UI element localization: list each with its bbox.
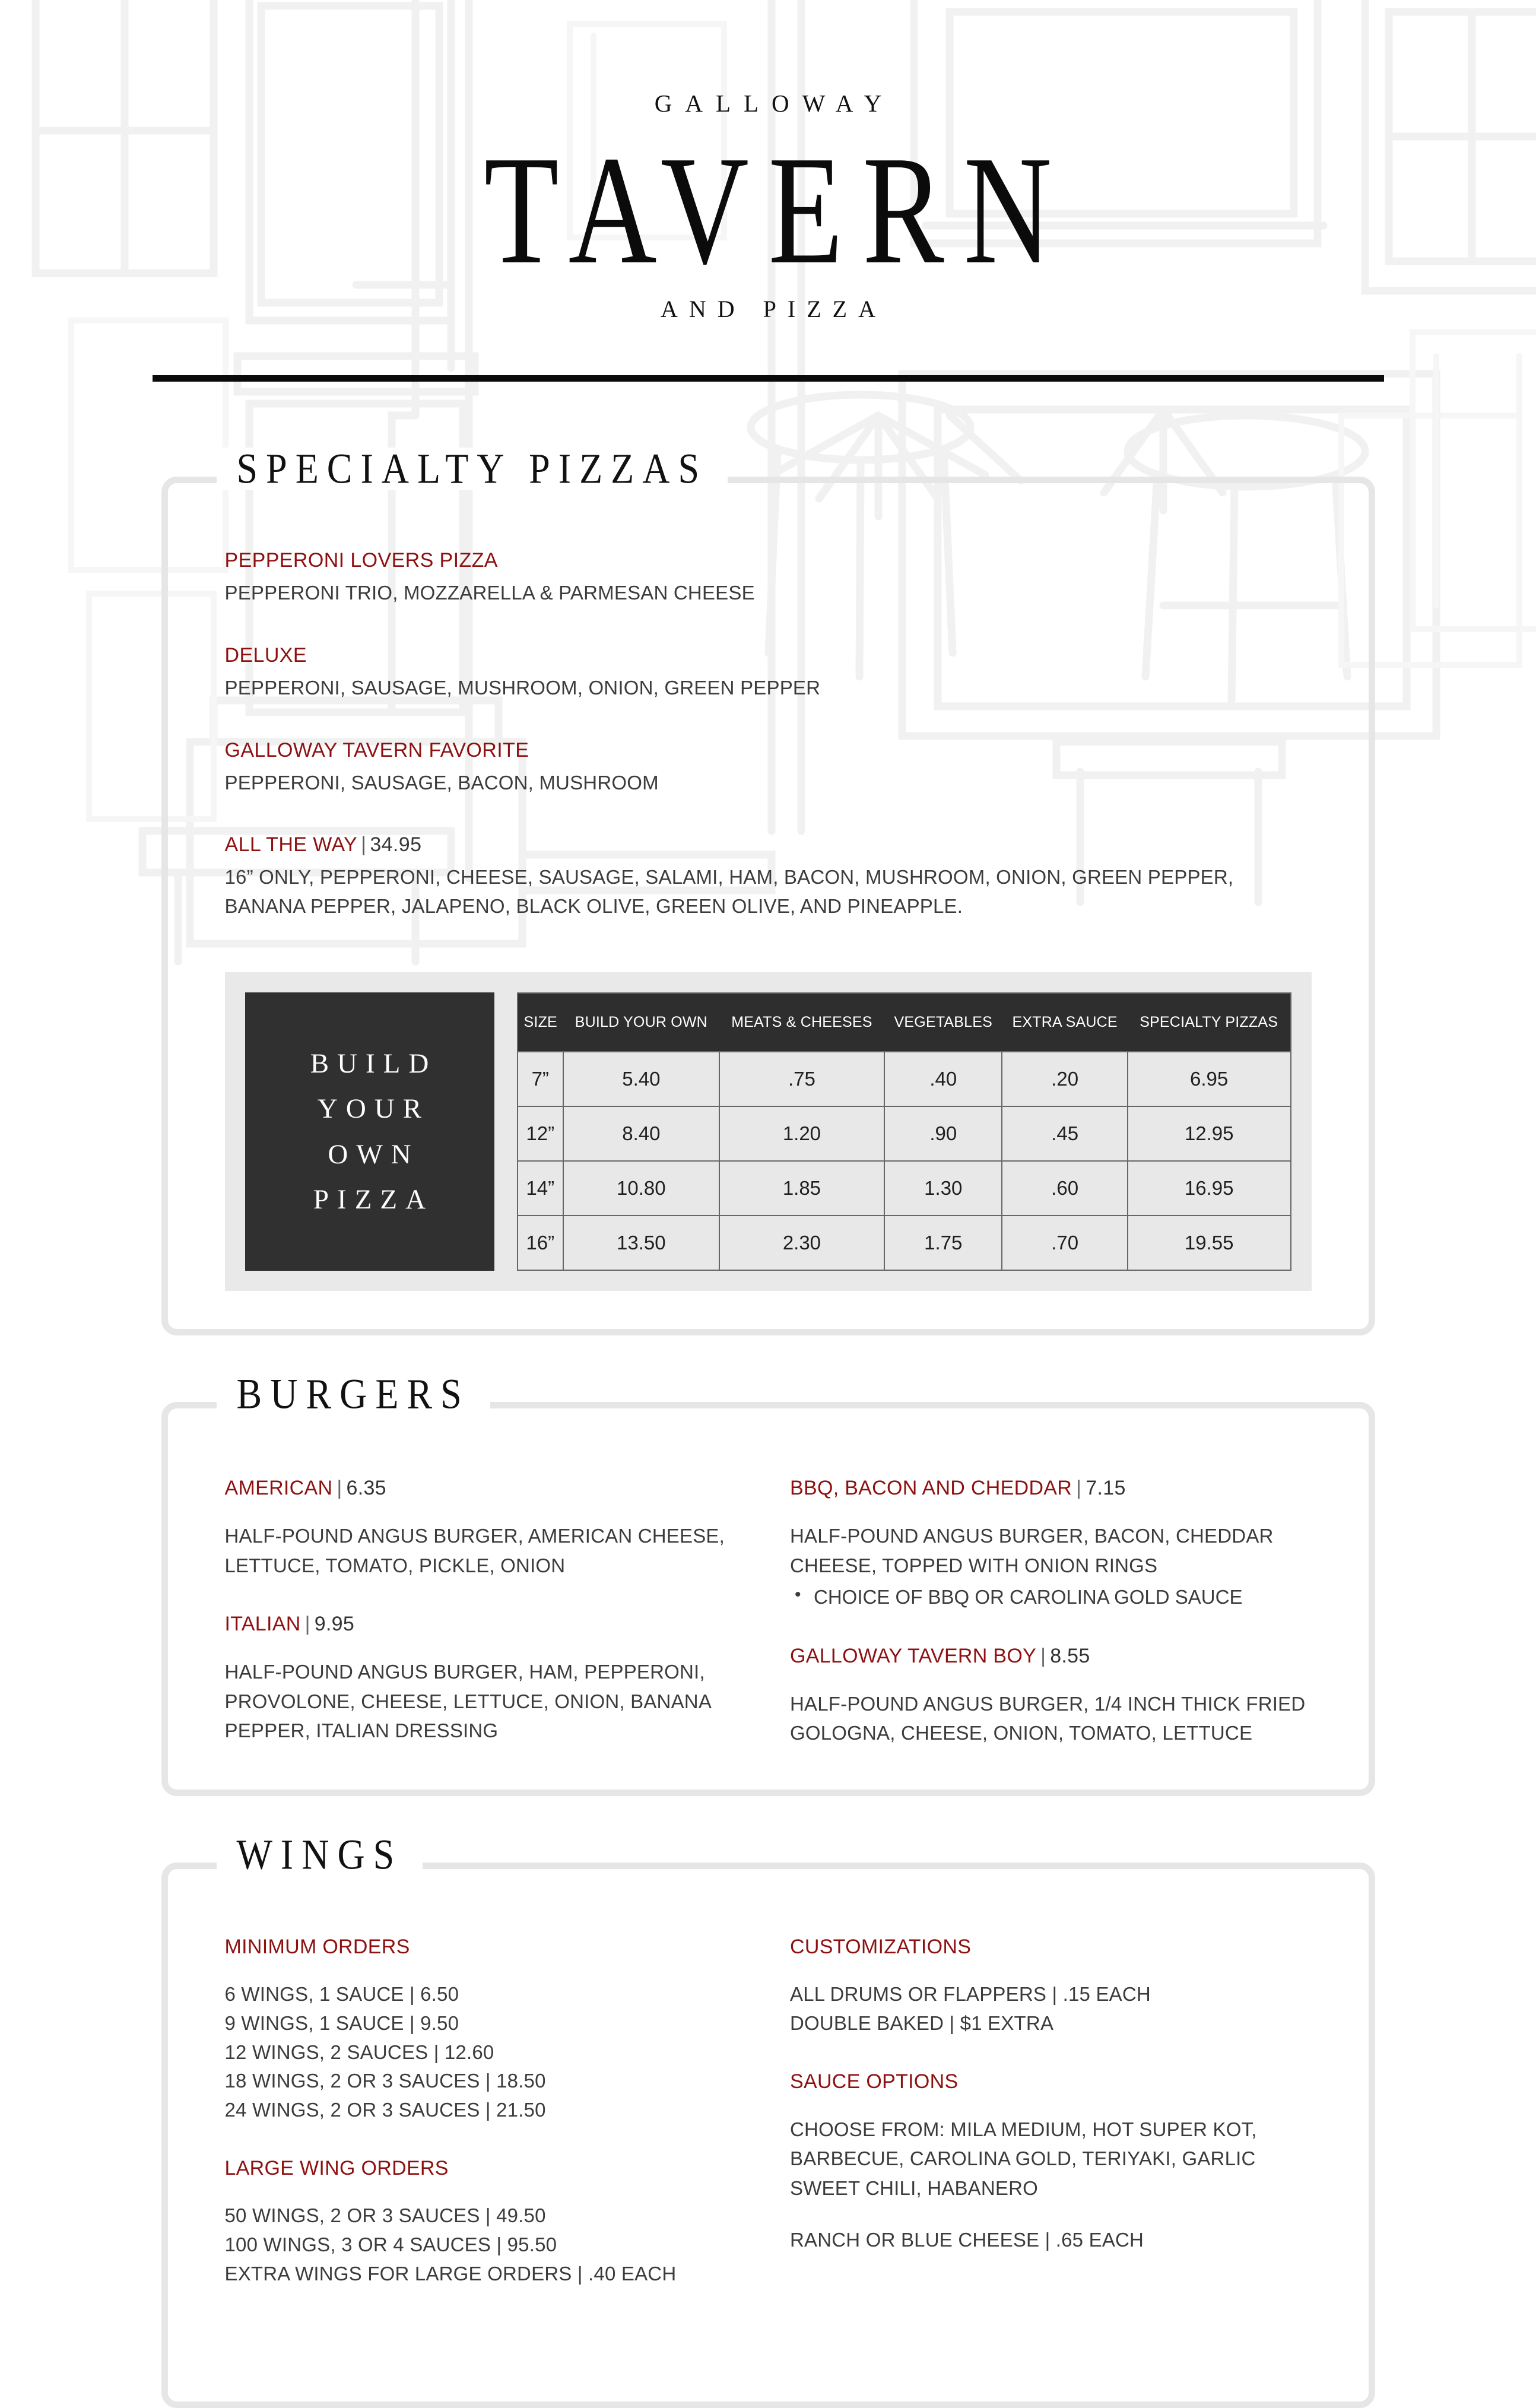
cell-vegetables: 1.75: [884, 1216, 1002, 1270]
cell-build-your-own: 8.40: [563, 1106, 719, 1161]
pizza-item: [225, 832, 1312, 921]
wings-group-customizations: [790, 1936, 1312, 2038]
pizza-item-name-line: [225, 832, 1312, 859]
pizza-item-name-line: [225, 737, 1312, 764]
cell-specialty-pizzas: 12.95: [1128, 1106, 1291, 1161]
cell-meats-cheeses: 1.85: [719, 1161, 884, 1216]
burger-item-price: 7.15: [1086, 1477, 1126, 1499]
section-title-specialty-pizzas: SPECIALTY PIZZAS: [217, 448, 728, 490]
wings-body: [168, 1869, 1369, 2401]
pizza-item-separator: [307, 644, 314, 667]
burger-item: [790, 1643, 1312, 1748]
table-row: [518, 1161, 1291, 1216]
list-item: 50 WINGS, 2 OR 3 SAUCES | 49.50: [224, 2204, 546, 2227]
cell-extra-sauce: .20: [1002, 1052, 1127, 1106]
pizza-item: [225, 737, 1312, 798]
burger-item: [790, 1475, 1312, 1612]
brand-name-top: GALLOWAY: [654, 90, 895, 117]
pizza-item-description: PEPPERONI, SAUSAGE, BACON, MUSHROOM: [224, 771, 659, 794]
cell-vegetables: 1.30: [884, 1161, 1002, 1216]
list-item: EXTRA WINGS FOR LARGE ORDERS | .40 EACH: [224, 2262, 677, 2285]
burger-item-description: HALF-POUND ANGUS BURGER, HAM, PEPPERONI, PROVOLONE, CHEESE, LETTUCE, ONION, BANANA PEPPER, ITALIAN DRESSING: [224, 1661, 711, 1742]
burger-item-name-line: [790, 1475, 1312, 1501]
table-row: [518, 1106, 1291, 1161]
dipping-sauce-price-text: RANCH OR BLUE CHEESE | .65 EACH: [790, 2229, 1144, 2251]
burger-item-price: 8.55: [1050, 1644, 1090, 1667]
wings-group-lines: [225, 1980, 747, 2125]
list-item: ALL DRUMS OR FLAPPERS | .15 EACH: [790, 1982, 1151, 2005]
wings-group-large-orders: [225, 2157, 747, 2288]
brand-name-sub: AND PIZZA: [661, 296, 887, 323]
section-title-burgers: BURGERS: [217, 1373, 490, 1416]
byo-panel-line: YOUR: [317, 1093, 430, 1125]
burger-item-name-line: [790, 1643, 1312, 1669]
pizza-item: [225, 547, 1312, 608]
burger-item-description: HALF-POUND ANGUS BURGER, 1/4 INCH THICK FRIED GOLOGNA, CHEESE, ONION, TOMATO, LETTUCE: [790, 1692, 1306, 1744]
column-header-meats-cheeses: MEATS & CHEESES: [719, 993, 884, 1052]
pizza-item-description: 16” ONLY, PEPPERONI, CHEESE, SAUSAGE, SALAMI, HAM, BACON, MUSHROOM, ONION, GREEN PEPPER, BANANA PEPPER, JALAPENO, BLACK OLIVE, GREEN OLIVE, AND PINEAPPLE.: [224, 866, 1234, 918]
column-header-vegetables: VEGETABLES: [884, 993, 1002, 1052]
pizza-item-separator: [529, 739, 536, 762]
burger-item-name: GALLOWAY TAVERN BOY: [790, 1644, 1037, 1667]
burger-item-description: HALF-POUND ANGUS BURGER, BACON, CHEDDAR CHEESE, TOPPED WITH ONION RINGS: [790, 1525, 1274, 1576]
section-specialty-pizzas: [161, 445, 1375, 1335]
wings-group-heading: MINIMUM ORDERS: [224, 1935, 410, 1958]
column-header-extra-sauce: EXTRA SAUCE: [1002, 993, 1127, 1052]
pizza-item-name-line: [225, 642, 1312, 670]
cell-size: 16”: [518, 1216, 563, 1270]
brand-name-main: TAVERN: [484, 123, 1072, 297]
table-header-row: [518, 993, 1291, 1052]
build-your-own-pizza-panel: [245, 992, 494, 1271]
burger-item-options-list: [790, 1582, 1312, 1612]
section-burgers: [161, 1370, 1375, 1796]
cell-build-your-own: 5.40: [563, 1052, 719, 1106]
burger-item-name-line: [225, 1475, 747, 1501]
pizza-item-name: PEPPERONI LOVERS PIZZA: [224, 549, 498, 572]
burgers-body: [168, 1408, 1369, 1790]
cell-size: 7”: [518, 1052, 563, 1106]
burgers-column-left: [225, 1475, 747, 1748]
wings-column-left: [225, 1936, 747, 2289]
burger-item-separator: |: [304, 1613, 310, 1636]
list-item: 12 WINGS, 2 SAUCES | 12.60: [224, 2041, 494, 2063]
specialty-pizzas-body: [168, 483, 1369, 1329]
wings-group-lines: [225, 2201, 747, 2288]
pizza-item-name: DELUXE: [224, 644, 307, 667]
list-item: • CHOICE OF BBQ OR CAROLINA GOLD SAUCE: [814, 1582, 1312, 1612]
wings-group-sauce-options: [790, 2070, 1312, 2255]
pizza-price-table-head: [518, 993, 1291, 1052]
cell-size: 12”: [518, 1106, 563, 1161]
table-row: [518, 1216, 1291, 1270]
burger-item-price: 9.95: [314, 1613, 355, 1636]
wings-group-heading: CUSTOMIZATIONS: [790, 1935, 972, 1958]
wings-group-minimum-orders: [225, 1936, 747, 2125]
column-header-specialty-pizzas: SPECIALTY PIZZAS: [1128, 993, 1291, 1052]
burger-item-separator: |: [1076, 1477, 1082, 1499]
list-item: 100 WINGS, 3 OR 4 SAUCES | 95.50: [224, 2233, 557, 2255]
wings-column-right: [790, 1936, 1312, 2289]
burgers-column-right: [790, 1475, 1312, 1748]
cell-extra-sauce: .70: [1002, 1216, 1127, 1270]
burger-item-price: 6.35: [346, 1477, 386, 1499]
burger-item-separator: |: [1040, 1644, 1046, 1667]
wings-group-heading: LARGE WING ORDERS: [224, 2157, 449, 2180]
cell-meats-cheeses: 1.20: [719, 1106, 884, 1161]
pizza-item-description: PEPPERONI TRIO, MOZZARELLA & PARMESAN CHEESE: [224, 582, 755, 604]
byo-panel-line: OWN: [328, 1138, 420, 1170]
burger-item: [225, 1611, 747, 1746]
cell-specialty-pizzas: 16.95: [1128, 1161, 1291, 1216]
cell-meats-cheeses: 2.30: [719, 1216, 884, 1270]
burger-item: [225, 1475, 747, 1580]
wings-group-lines: [790, 1980, 1312, 2038]
cell-size: 14”: [518, 1161, 563, 1216]
byo-panel-line: PIZZA: [313, 1184, 434, 1215]
burger-item-separator: |: [337, 1477, 342, 1499]
list-item: DOUBLE BAKED | $1 EXTRA: [790, 2012, 1054, 2034]
pizza-item-name: GALLOWAY TAVERN FAVORITE: [224, 738, 529, 762]
cell-vegetables: .40: [884, 1052, 1002, 1106]
burger-item-description: HALF-POUND ANGUS BURGER, AMERICAN CHEESE, LETTUCE, TOMATO, PICKLE, ONION: [224, 1525, 725, 1576]
cell-extra-sauce: .45: [1002, 1106, 1127, 1161]
column-header-build-your-own: BUILD YOUR OWN: [563, 993, 719, 1052]
pizza-price-table: [517, 992, 1291, 1271]
burger-item-name: ITALIAN: [224, 1613, 301, 1636]
cell-vegetables: .90: [884, 1106, 1002, 1161]
list-item: 9 WINGS, 1 SAUCE | 9.50: [224, 2012, 459, 2034]
list-item: 6 WINGS, 1 SAUCE | 6.50: [224, 1982, 459, 2005]
pizza-item: [225, 642, 1312, 703]
burger-item-name: AMERICAN: [224, 1477, 333, 1499]
masthead-divider: [153, 375, 1384, 382]
pizza-item-name: ALL THE WAY: [224, 833, 358, 856]
masthead: [0, 0, 1536, 382]
cell-build-your-own: 13.50: [563, 1216, 719, 1270]
cell-extra-sauce: .60: [1002, 1161, 1127, 1216]
burger-item-name-line: [225, 1611, 747, 1637]
section-wings: [161, 1830, 1375, 2408]
pizza-item-separator: |: [361, 833, 367, 856]
sauce-options-text: CHOOSE FROM: MILA MEDIUM, HOT SUPER KOT, BARBECUE, CAROLINA GOLD, TERIYAKI, GARLIC SWEET CHILI, HABANERO: [790, 2118, 1257, 2199]
pizza-item-name-line: [225, 547, 1312, 575]
list-item: 24 WINGS, 2 OR 3 SAUCES | 21.50: [224, 2099, 546, 2121]
burger-item-name: BBQ, BACON AND CHEDDAR: [790, 1477, 1072, 1499]
list-item: 18 WINGS, 2 OR 3 SAUCES | 18.50: [224, 2070, 546, 2092]
section-title-wings: WINGS: [217, 1833, 423, 1876]
pizza-item-description: PEPPERONI, SAUSAGE, MUSHROOM, ONION, GREEN PEPPER: [224, 676, 821, 699]
build-your-own-pizza-block: [225, 972, 1312, 1291]
pizza-item-price: 34.95: [370, 833, 422, 856]
table-row: [518, 1052, 1291, 1106]
cell-specialty-pizzas: 6.95: [1128, 1052, 1291, 1106]
pizza-price-table-body: [518, 1052, 1291, 1270]
cell-specialty-pizzas: 19.55: [1128, 1216, 1291, 1270]
cell-meats-cheeses: .75: [719, 1052, 884, 1106]
cell-build-your-own: 10.80: [563, 1161, 719, 1216]
wings-group-heading: SAUCE OPTIONS: [790, 2070, 959, 2093]
pizza-item-separator: [498, 549, 505, 572]
column-header-size: SIZE: [518, 993, 563, 1052]
byo-panel-line: BUILD: [310, 1048, 437, 1080]
